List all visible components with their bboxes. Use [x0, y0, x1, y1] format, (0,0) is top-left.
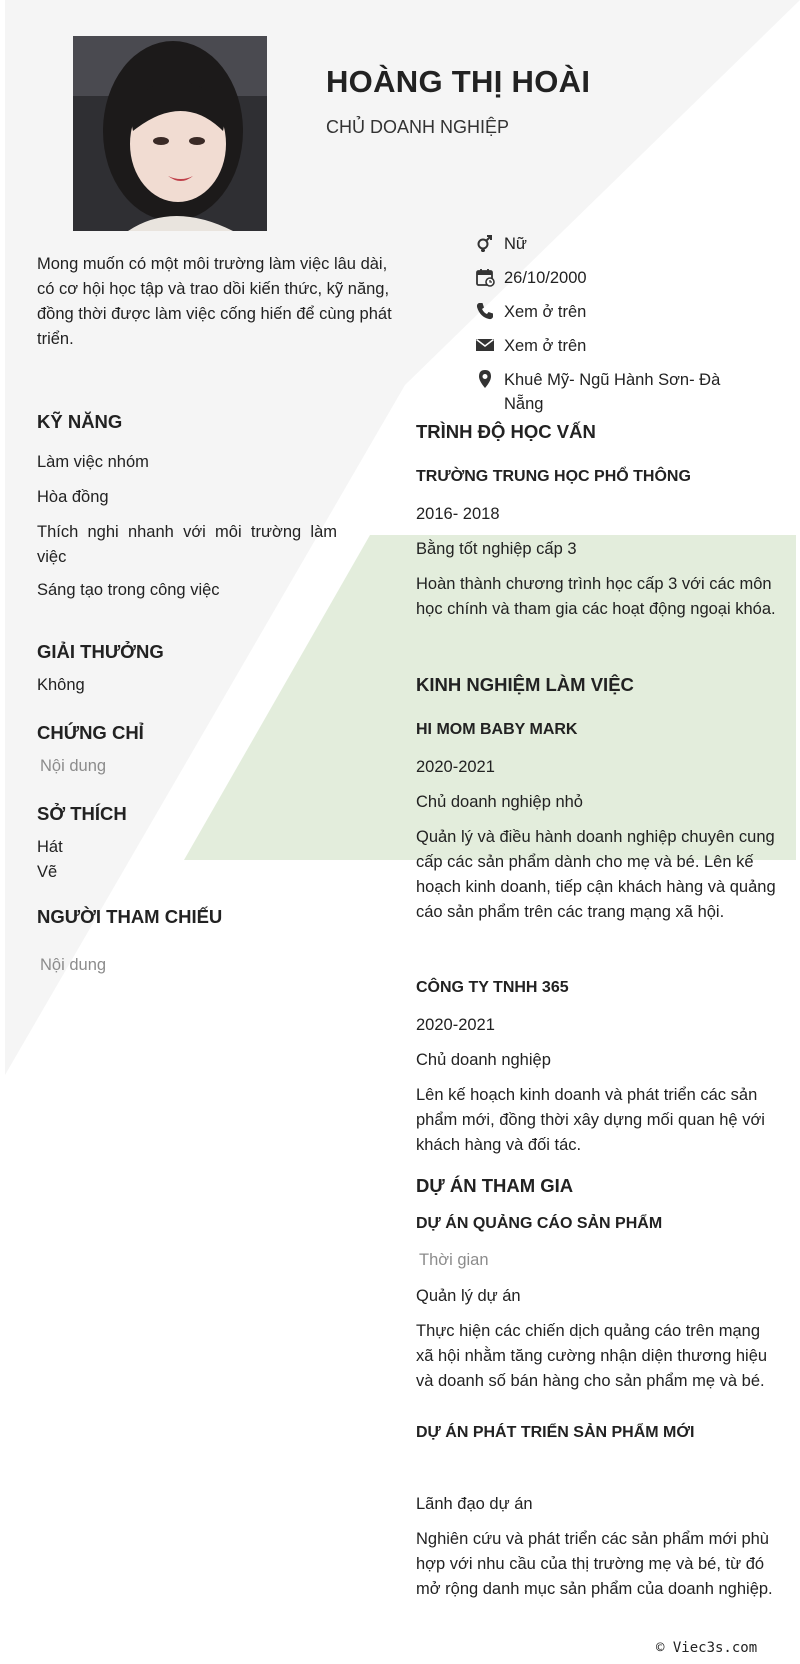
project-description: Nghiên cứu và phát triển các sản phẩm mới phù hợp với nhu cầu của thị trường mẹ và bé, từ đó mở rộng danh mục sản phẩm của doanh nghiệp.: [416, 1530, 773, 1598]
location-pin-icon: [474, 368, 496, 390]
hobby-item: Hát: [37, 838, 63, 856]
references-heading: NGƯỜI THAM CHIẾU: [37, 906, 223, 927]
contact-address: [474, 368, 754, 416]
project-time-placeholder: Thời gian: [419, 1251, 489, 1269]
project-name: DỰ ÁN PHÁT TRIỂN SẢN PHẨM MỚI: [416, 1424, 695, 1441]
envelope-icon: [474, 334, 496, 356]
career-objective: Mong muốn có một môi trường làm việc lâu dài, có cơ hội học tập và trao dồi kiến thức, kỹ năng, đồng thời được làm việc cống hiến để cùng phát triển.: [37, 255, 392, 348]
skill-item: Sáng tạo trong công việc: [37, 581, 220, 599]
education-school: TRƯỜNG TRUNG HỌC PHỔ THÔNG: [416, 468, 691, 485]
skill-item: Thích nghi nhanh với môi trường làm việc: [37, 523, 337, 566]
calendar-icon: [474, 266, 496, 288]
job-period: 2020-2021: [416, 1016, 495, 1034]
job-period: 2020-2021: [416, 758, 495, 776]
job-description: Quản lý và điều hành doanh nghiệp chuyên cung cấp các sản phẩm dành cho mẹ và bé. Lên kế hoạch kinh doanh, tiếp cận khách hàng và quảng cáo sản phẩm trên các trang mạng xã hội.: [416, 828, 776, 921]
certificates-placeholder: Nội dung: [40, 757, 107, 775]
job-company: HI MOM BABY MARK: [416, 721, 578, 738]
watermark: © Viec3s.com: [656, 1640, 758, 1656]
project-role: Quản lý dự án: [416, 1287, 521, 1305]
projects-heading: DỰ ÁN THAM GIA: [416, 1175, 574, 1196]
certificates-heading: CHỨNG CHỈ: [37, 722, 144, 743]
references-placeholder: Nội dung: [40, 956, 107, 974]
contact-phone: [474, 300, 754, 324]
phone-icon: [474, 300, 496, 322]
education-description: Hoàn thành chương trình học cấp 3 với các môn học chính và tham gia các hoạt động ngoại khóa.: [416, 575, 776, 618]
experience-heading: KINH NGHIỆM LÀM VIỆC: [416, 674, 634, 695]
hobby-item: Vẽ: [37, 863, 58, 881]
candidate-title: CHỦ DOANH NGHIỆP: [326, 117, 510, 137]
profile-photo: [73, 36, 267, 231]
awards-heading: GIẢI THƯỞNG: [37, 641, 164, 662]
portrait-image: [73, 36, 267, 231]
skills-heading: KỸ NĂNG: [37, 411, 123, 432]
skill-item: Làm việc nhóm: [37, 453, 149, 471]
project-role: Lãnh đạo dự án: [416, 1495, 533, 1513]
education-heading: TRÌNH ĐỘ HỌC VẤN: [416, 421, 596, 442]
phone-value: Xem ở trên: [504, 303, 587, 321]
contact-birthdate: [474, 266, 754, 290]
job-company: CÔNG TY TNHH 365: [416, 979, 569, 996]
birthdate-value: 26/10/2000: [504, 269, 587, 287]
awards-content: Không: [37, 676, 85, 694]
job-position: Chủ doanh nghiệp nhỏ: [416, 793, 583, 811]
candidate-name: HOÀNG THỊ HOÀI: [326, 64, 591, 99]
hobbies-heading: SỞ THÍCH: [37, 803, 127, 824]
project-name: DỰ ÁN QUẢNG CÁO SẢN PHẨM: [416, 1215, 663, 1232]
contact-gender: [474, 232, 754, 256]
gender-value: Nữ: [504, 235, 527, 253]
job-position: Chủ doanh nghiệp: [416, 1051, 551, 1069]
education-period: 2016- 2018: [416, 505, 500, 523]
education-degree: Bằng tốt nghiệp cấp 3: [416, 540, 577, 558]
skill-item: Hòa đồng: [37, 488, 109, 506]
contact-email: [474, 334, 754, 358]
email-value: Xem ở trên: [504, 337, 587, 355]
project-description: Thực hiện các chiến dịch quảng cáo trên mạng xã hội nhằm tăng cường nhận diện thương hiệu và doanh số bán hàng cho sản phẩm mẹ và bé.: [416, 1322, 768, 1390]
address-value: Khuê Mỹ- Ngũ Hành Sơn- Đà Nẵng: [504, 371, 721, 413]
job-description: Lên kế hoạch kinh doanh và phát triển các sản phẩm mới, đồng thời xây dựng mối quan hệ với khách hàng và đối tác.: [416, 1086, 765, 1154]
gender-icon: [474, 232, 496, 254]
